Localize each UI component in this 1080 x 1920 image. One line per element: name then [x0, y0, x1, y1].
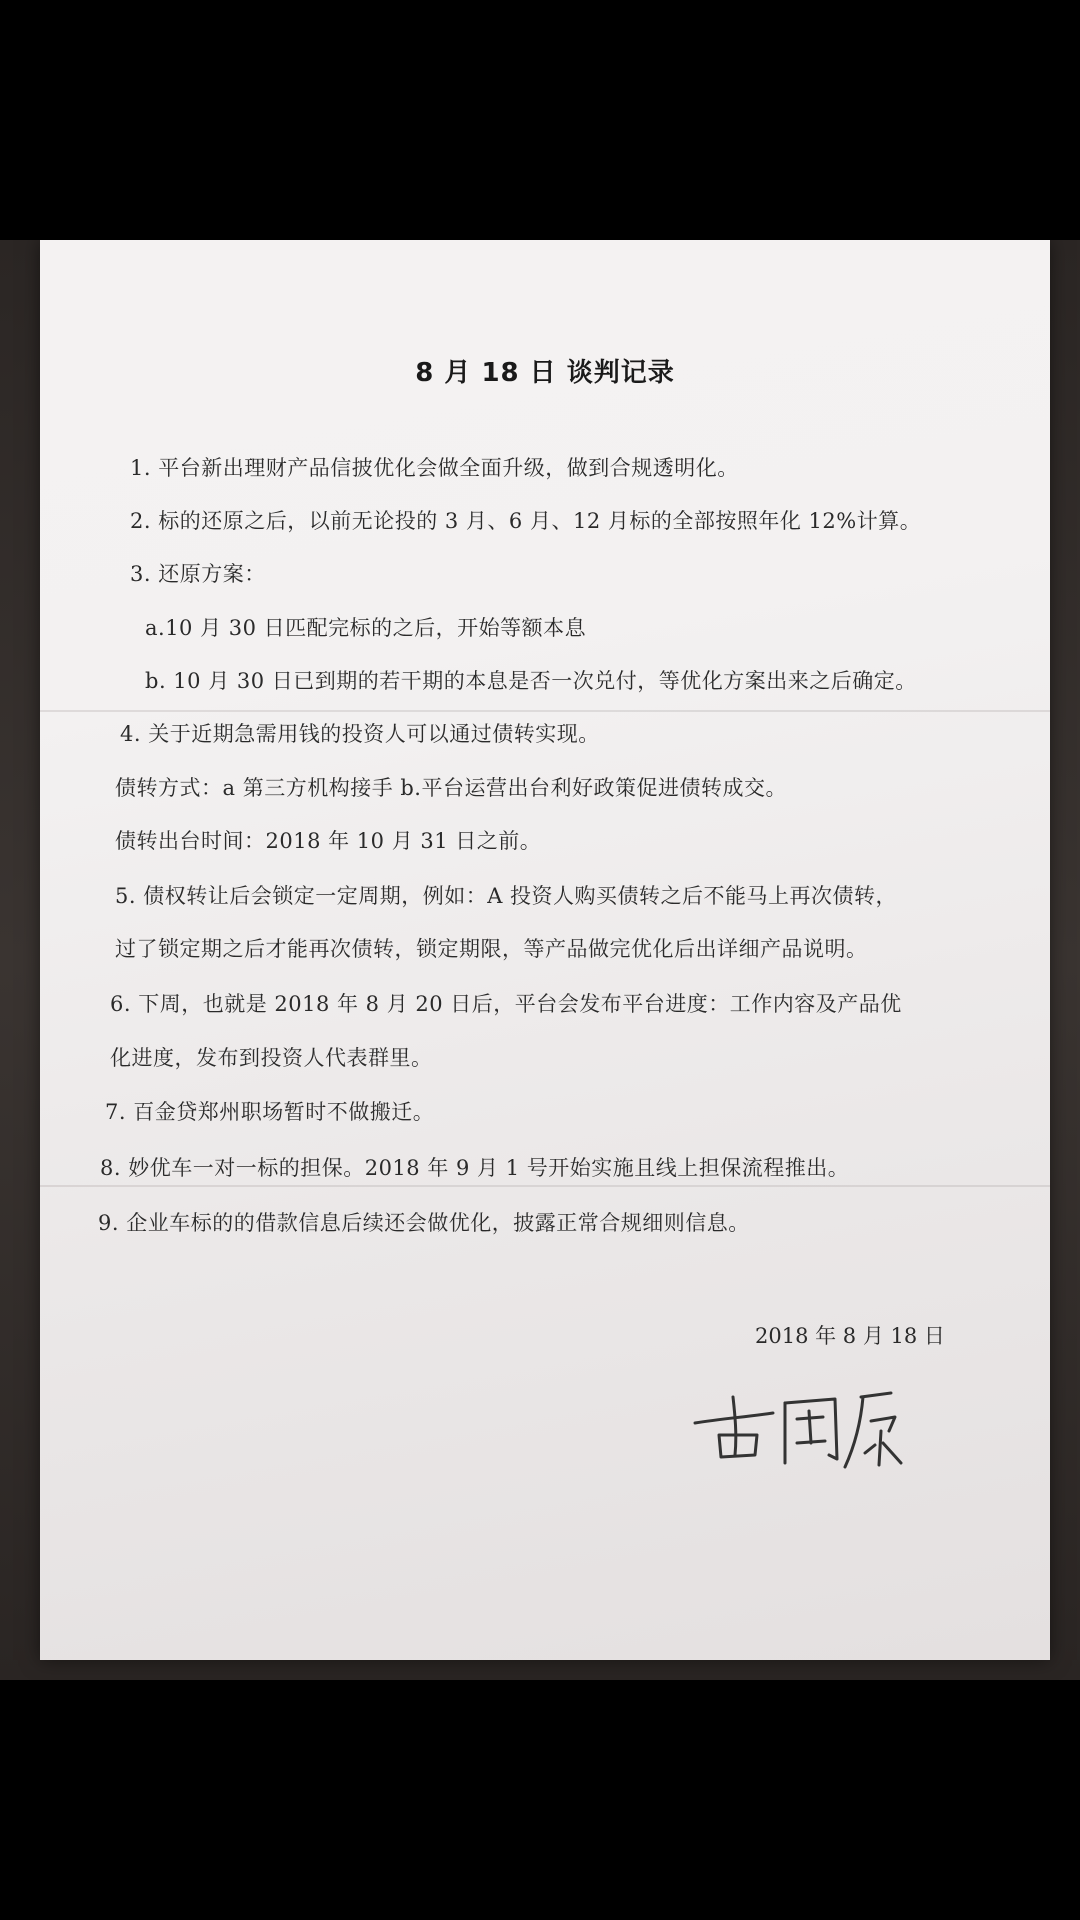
item-5: 5. 债权转让后会锁定一定周期，例如：A 投资人购买债转之后不能马上再次债转，	[115, 884, 898, 908]
item-8: 8. 妙优车一对一标的担保。2018 年 9 月 1 号开始实施且线上担保流程推出。	[100, 1156, 850, 1180]
paper-fold	[40, 710, 1050, 712]
item-6-cont: 化进度，发布到投资人代表群里。	[110, 1046, 433, 1070]
item-3a: a.10 月 30 日匹配完标的之后，开始等额本息	[145, 616, 587, 640]
item-4-deadline: 债转出台时间：2018 年 10 月 31 日之前。	[115, 829, 542, 853]
paper-fold	[40, 1185, 1050, 1187]
item-2: 2. 标的还原之后，以前无论投的 3 月、6 月、12 月标的全部按照年化 12%计算。	[130, 509, 922, 533]
paper-sheet	[40, 240, 1050, 1660]
item-3b: b. 10 月 30 日已到期的若干期的本息是否一次兑付，等优化方案出来之后确定。	[145, 669, 917, 693]
item-9: 9. 企业车标的的借款信息后续还会做优化，披露正常合规细则信息。	[98, 1211, 750, 1235]
document-title: 8 月 18 日 谈判记录	[415, 358, 675, 388]
document-date: 2018 年 8 月 18 日	[755, 1324, 945, 1348]
item-6: 6. 下周，也就是 2018 年 8 月 20 日后，平台会发布平台进度：工作内容及产品优	[110, 992, 902, 1016]
handwritten-signature	[685, 1375, 925, 1485]
item-7: 7. 百金贷郑州职场暂时不做搬迁。	[105, 1100, 435, 1124]
item-3: 3. 还原方案：	[130, 562, 266, 586]
item-4-method: 债转方式：a 第三方机构接手 b.平台运营出台利好政策促进债转成交。	[115, 776, 787, 800]
item-4: 4. 关于近期急需用钱的投资人可以通过债转实现。	[120, 722, 600, 746]
item-1: 1. 平台新出理财产品信披优化会做全面升级，做到合规透明化。	[130, 456, 739, 480]
item-5-cont: 过了锁定期之后才能再次债转，锁定期限，等产品做完优化后出详细产品说明。	[115, 937, 868, 961]
document-photo	[0, 240, 1080, 1680]
